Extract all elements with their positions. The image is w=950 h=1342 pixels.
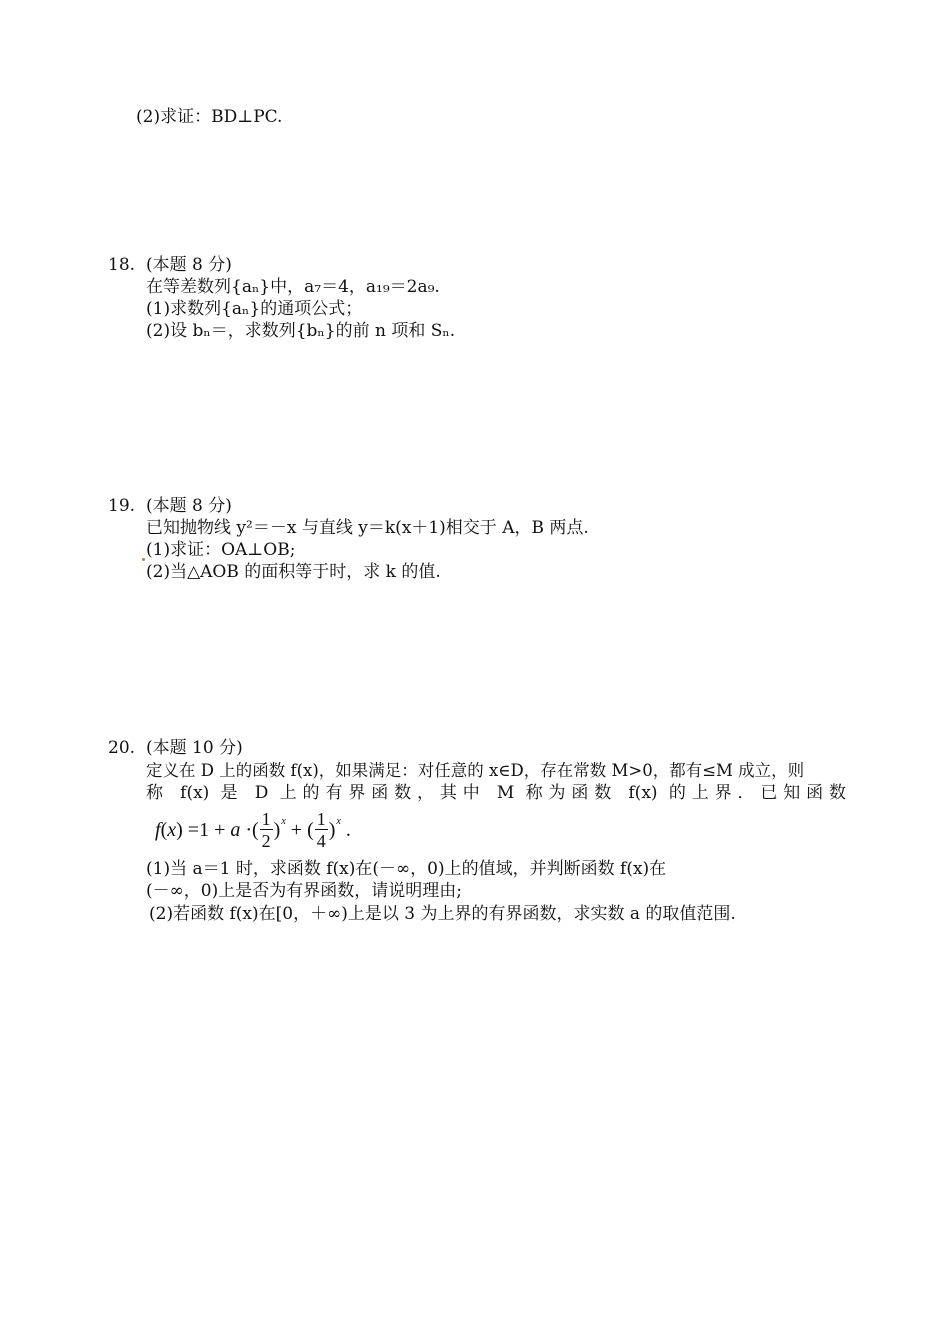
q19-number: 19. (108, 496, 136, 516)
q18-number: 18. (108, 255, 136, 275)
fraction-one-quarter: $\frac{1}{4}$ (316, 808, 326, 851)
q20-number: 20. (108, 738, 136, 758)
q19-part1-text: (1)求证：OA⊥OB; (146, 540, 296, 560)
q18-part2: (2)设 bₙ＝，求数列{bₙ}的前 n 项和 Sₙ. (146, 321, 456, 341)
q20-points: (本题 10 分) (146, 738, 243, 758)
formula-paren1: )$^x$ + ( (273, 815, 314, 841)
q18-part1: (1)求数列{aₙ}的通项公式； (146, 299, 363, 319)
q20-part1-line2: (－∞，0)上是否为有界函数，请说明理由; (146, 881, 462, 901)
q20-part2: (2)若函数 f(x)在[0，＋∞)上是以 3 为上界的有界函数，求实数 a 的取值范围. (149, 904, 736, 924)
q20-formula (155, 805, 351, 855)
q19-stem: 已知抛物线 y²＝－x 与直线 y＝k(x＋1)相交于 A，B 两点. (146, 518, 589, 538)
formula-lhs: f(x) =1 + a ·( (155, 818, 259, 841)
q19-part2: (2)当△AOB 的面积等于时，求 k 的值. (146, 562, 441, 582)
q20-part1-line1: (1)当 a＝1 时，求函数 f(x)在(－∞，0)上的值域，并判断函数 f(x)在 (146, 859, 667, 879)
fraction-one-half: $\frac{1}{2}$ (261, 808, 271, 851)
q18-points: (本题 8 分) (146, 255, 232, 275)
formula-paren2: )$^x$ . (328, 815, 351, 841)
marker-dot (142, 558, 145, 561)
q20-stem-line1: 定义在 D 上的函数 f(x)，如果满足：对任意的 x∈D，存在常数 M>0，都有≤M 成立，则 (146, 761, 805, 780)
q20-stem-line2: 称 f(x) 是 D 上的有界函数，其中 M 称为函数 f(x) 的上界．已知函数 (146, 783, 846, 803)
q18-stem: 在等差数列{aₙ}中，a₇＝4，a₁₉＝2a₉. (146, 277, 440, 297)
q17-part2: (2)求证：BD⊥PC. (136, 107, 283, 127)
q19-points: (本题 8 分) (146, 496, 232, 516)
q19-part1 (142, 539, 295, 561)
